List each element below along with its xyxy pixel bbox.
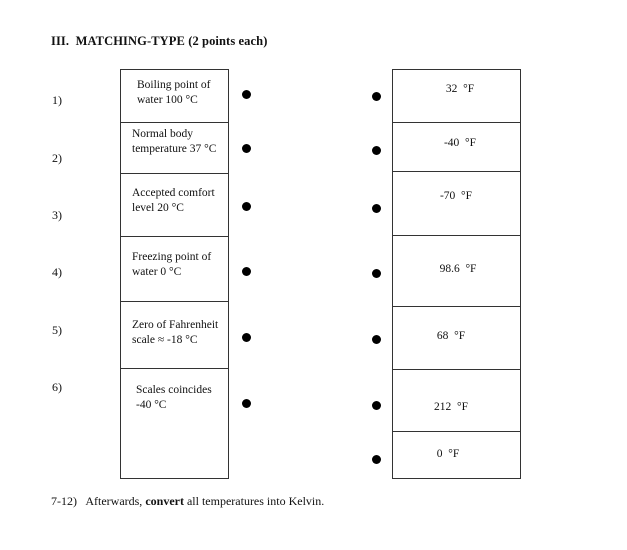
- row-divider: [392, 431, 521, 432]
- left-item-text: Zero of Fahrenheit: [132, 319, 219, 331]
- left-item-6: [136, 383, 212, 413]
- left-item-text: Normal body: [132, 128, 194, 140]
- item-number: 1): [52, 93, 62, 107]
- row-divider: [120, 173, 229, 174]
- instruction-suffix: all temperatures into Kelvin.: [183, 494, 325, 508]
- left-item-text: water 100 °C: [137, 94, 198, 106]
- match-dot[interactable]: [372, 92, 381, 101]
- match-dot[interactable]: [242, 90, 251, 99]
- instruction-prefix: 7-12) Afterwards,: [51, 494, 146, 508]
- right-item-2: -40 °F: [443, 137, 477, 149]
- section-heading: III. MATCHING-TYPE (2 points each): [51, 34, 268, 48]
- match-dot[interactable]: [372, 146, 381, 155]
- row-divider: [392, 171, 521, 172]
- match-dot[interactable]: [242, 399, 251, 408]
- left-item-4: [132, 250, 211, 280]
- match-dot[interactable]: [372, 335, 381, 344]
- item-number: 5): [52, 323, 62, 337]
- match-dot[interactable]: [242, 144, 251, 153]
- row-divider: [392, 122, 521, 123]
- right-item-4: 98.6 °F: [439, 263, 477, 275]
- row-divider: [120, 301, 229, 302]
- left-item-text: Scales coincides: [136, 384, 212, 396]
- left-item-text: water 0 °C: [132, 266, 182, 278]
- left-item-3: [132, 186, 215, 216]
- left-item-text: temperature 37 °C: [132, 143, 217, 155]
- row-divider: [120, 236, 229, 237]
- item-number: 6): [52, 380, 62, 394]
- match-dot[interactable]: [372, 269, 381, 278]
- row-divider: [392, 369, 521, 370]
- left-item-text: Freezing point of: [132, 251, 212, 263]
- match-dot[interactable]: [372, 401, 381, 410]
- instruction-text: [51, 494, 324, 509]
- right-item-3: -70 °F: [439, 190, 473, 202]
- row-divider: [392, 235, 521, 236]
- right-item-5: 68 °F: [436, 330, 466, 342]
- match-dot[interactable]: [242, 333, 251, 342]
- left-item-1: [137, 78, 210, 108]
- row-divider: [392, 306, 521, 307]
- instruction-emphasis: convert: [145, 494, 184, 508]
- row-divider: [120, 122, 229, 123]
- match-dot[interactable]: [372, 455, 381, 464]
- item-number: 4): [52, 265, 62, 279]
- match-dot[interactable]: [242, 267, 251, 276]
- right-item-7: 0 °F: [436, 448, 460, 460]
- left-item-2: [132, 127, 216, 157]
- left-item-text: scale ≈ -18 °C: [132, 334, 198, 346]
- match-dot[interactable]: [242, 202, 251, 211]
- left-item-5: [132, 318, 218, 348]
- match-dot[interactable]: [372, 204, 381, 213]
- left-item-text: Boiling point of: [137, 79, 211, 91]
- right-item-1: 32 °F: [445, 83, 475, 95]
- item-number: 2): [52, 151, 62, 165]
- row-divider: [120, 368, 229, 369]
- left-item-text: Accepted comfort: [132, 187, 215, 199]
- right-item-6: 212 °F: [434, 401, 468, 413]
- item-number: 3): [52, 208, 62, 222]
- left-item-text: level 20 °C: [132, 202, 184, 214]
- left-item-text: -40 °C: [136, 399, 167, 411]
